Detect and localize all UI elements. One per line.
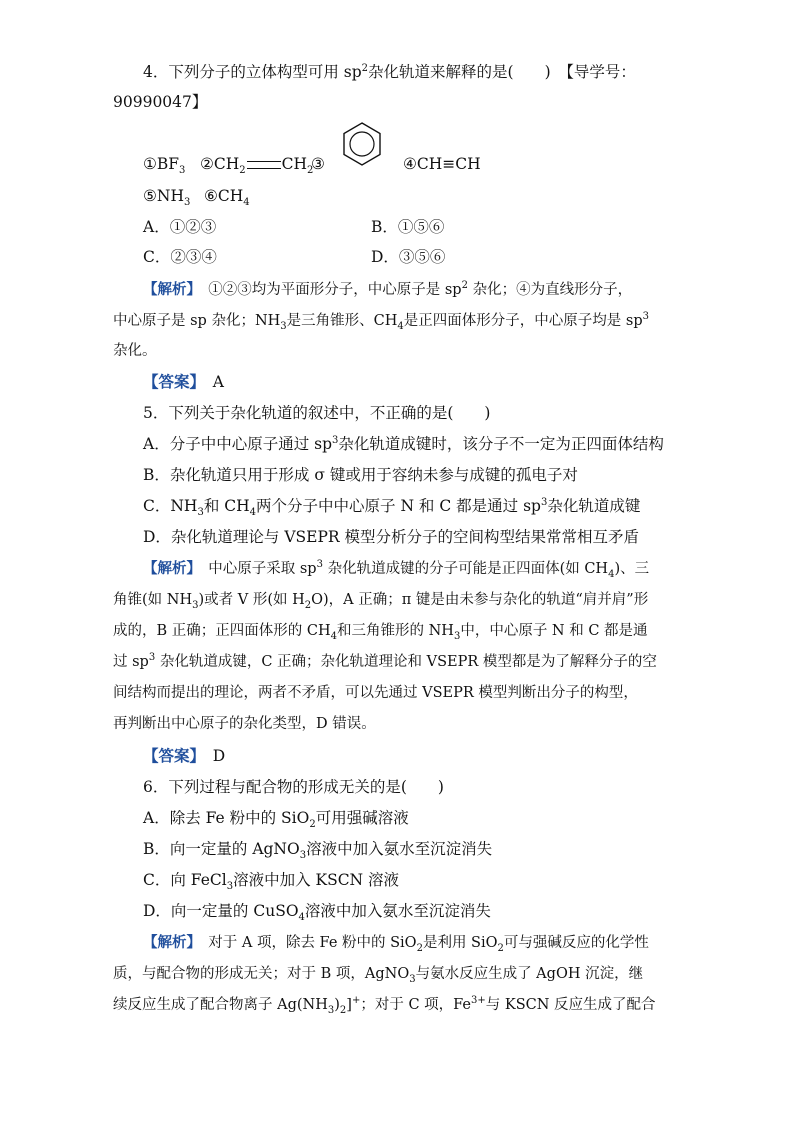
benzene-ring-icon — [340, 120, 384, 168]
q6-explanation-line-2: 质，与配合物的形成无关；对于 B 项，AgNO$_3$与氨水反应生成了 AgOH 沉淀，继 — [113, 966, 644, 985]
q5-explanation-line-3: 成的，B 正确；正四面体形的 $CH_4$和三角锥形的 $NH_3$中，中心原子 N 和 C 都是通 — [113, 623, 648, 642]
q4-answer: 【答案】 A — [143, 372, 224, 391]
double-bond-icon — [247, 161, 281, 169]
q5-explanation-line-1: 【解析】 中心原子采取 $sp^3$ 杂化轨道成键的分子可能是正四面体(如 $CH_4$)、三 — [143, 559, 650, 580]
q4-choice-d: D．③⑤⑥ — [371, 248, 446, 266]
q4-option-2: $②CH_2$ $CH_2$ — [200, 155, 314, 177]
q4-option-3: ③ — [311, 155, 325, 173]
q4-choice-c: C．②③④ — [143, 248, 217, 266]
q5-explanation-line-5: 间结构而提出的理论，两者不矛盾，可以先通过 VSEPR 模型判断出分子的构型， — [113, 685, 638, 701]
q6-choice-d: D．向一定量的 CuSO$_4$溶液中加入氨水至沉淀消失 — [143, 902, 491, 924]
q4-option-5: $⑤NH_3$ — [143, 187, 191, 209]
q6-stem: 6．下列过程与配合物的形成无关的是( ) — [143, 778, 444, 796]
q5-explanation-line-4: 过 $sp^3$ 杂化轨道成键，C 正确；杂化轨道理论和 VSEPR 模型都是为了解释分子的空 — [113, 652, 657, 670]
q4-option-6: $⑥CH_4$ — [204, 187, 250, 209]
q5-choice-a: A．分子中中心原子通过 $sp^3$杂化轨道成键时，该分子不一定为正四面体结构 — [143, 434, 664, 453]
q6-choice-c: C．向 FeCl$_3$溶液中加入 KSCN 溶液 — [143, 871, 400, 893]
q5-stem: 5．下列关于杂化轨道的叙述中，不正确的是( ) — [143, 404, 491, 422]
q5-explanation-line-6: 再判断出中心原子的杂化类型，D 错误。 — [113, 716, 376, 732]
q6-choice-a: A．除去 Fe 粉中的 SiO$_2$可用强碱溶液 — [143, 809, 409, 831]
q5-choice-c: C．$NH_3$和 $CH_4$两个分子中中心原子 N 和 C 都是通过 $sp^3$杂化轨道成键 — [143, 496, 641, 519]
q4-option-1: $①BF_3$ — [143, 155, 186, 177]
q4-choice-b: B．①⑤⑥ — [371, 218, 445, 236]
q4-choice-a: A．①②③ — [143, 218, 217, 236]
q5-explanation-line-2: 角锥(如 $NH_3$)或者 V 形(如 $H_2O$)，A 正确；π 键是由未参与杂化的轨道“肩并肩”形 — [113, 592, 649, 611]
q4-stem: 4．下列分子的立体构型可用 $sp^2$杂化轨道来解释的是( ) 【导学号： — [143, 62, 636, 81]
q4-explanation-line-2: 中心原子是 sp 杂化；$NH_3$是三角锥形、$CH_4$是正四面体形分子，中心原子均是 $sp^3$ — [113, 311, 649, 332]
q4-explanation-line-1: 【解析】 ①②③均为平面形分子，中心原子是 $sp^2$ 杂化；④为直线形分子， — [143, 280, 633, 298]
q4-guide-number: 90990047】 — [113, 93, 208, 111]
q5-choice-b: B．杂化轨道只用于形成 σ 键或用于容纳未参与成键的孤电子对 — [143, 466, 578, 484]
q5-choice-d: D．杂化轨道理论与 VSEPR 模型分析分子的空间构型结果常常相互矛盾 — [143, 528, 640, 546]
q6-explanation-line-3: 续反应生成了配合物离子 $Ag(NH_3)_2]^+$；对于 C 项，$Fe^{3+}$与 KSCN 反应生成了配合 — [113, 995, 656, 1016]
q5-answer: 【答案】 D — [143, 746, 226, 765]
q6-choice-b: B．向一定量的 AgNO$_3$溶液中加入氨水至沉淀消失 — [143, 840, 493, 862]
q4-option-4: ④CH≡CH — [403, 155, 481, 173]
q4-explanation-line-3: 杂化。 — [113, 343, 157, 359]
q6-explanation-line-1: 【解析】 对于 A 项，除去 Fe 粉中的 SiO$_2$是利用 SiO$_2$可与强碱反应的化学性 — [143, 934, 649, 954]
